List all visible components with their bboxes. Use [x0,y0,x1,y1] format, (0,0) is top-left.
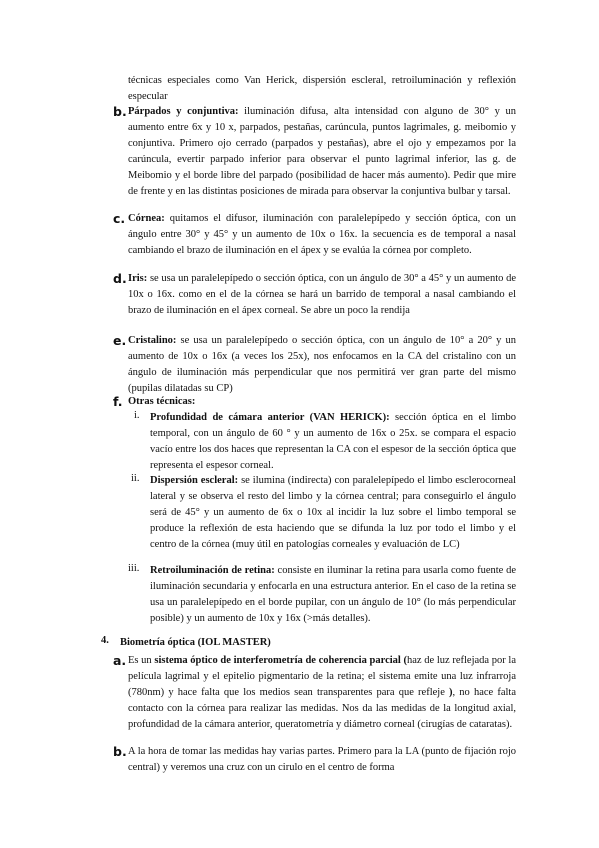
subitem-retroiluminacion [150,563,516,627]
section4-item-medidas [128,744,516,776]
item-marker-b: b. [113,104,127,119]
subitem-title: Retroiluminación de retina: [150,565,275,576]
item-bold: sistema óptico de interferometría de coherencia parcial ( [154,655,407,666]
item-cristalino [128,333,516,397]
intro-paragraph [128,73,516,105]
item-title: Iris: [128,273,148,284]
subitem-title: Profundidad de cámara anterior (VAN HERICK): [150,412,390,423]
subitem-marker-iii: iii. [128,563,140,574]
intro-text: técnicas especiales como Van Herick, dispersión escleral, retroiluminación y reflexión especular [128,75,516,102]
section-4-title: Biometría óptica (IOL MASTER) [120,637,271,648]
item-otras-tecnicas [128,394,516,410]
item-text: se usa un paralelepípedo o sección óptica, con un ángulo de 30° a 45° y un aumento de 10x o 16x. como en el de la córnea se hará un barrido de temporal a nasal cambiando el brazo de iluminación en el ápex corneal. Se abre un poco la rendija [128,273,516,316]
subitem-van-herick [150,410,516,474]
subitem-text: se ilumina (indirecta) con paralelepípedo el limbo esclerocorneal lateral y se observa el resto del limbo y la córnea central; para conseguirlo el ángulo será de 45° y un aumento de 6x o 10x al incidir la luz sobre el limbo temporal se produce la reflexión de esta haciendo que se difunda la luz por todo el limbo y el centro de la córnea (muy útil en patologías corneales y evaluación de LC) [150,475,516,550]
section4-marker-a: a. [113,653,127,668]
item-cornea [128,211,516,259]
item-title: Córnea: [128,213,165,224]
item-title: Párpados y conjuntiva: [128,106,239,117]
item-marker-e: e. [113,333,127,348]
subitem-dispersion-escleral [150,473,516,553]
item-parpados [128,104,516,200]
item-post: , no hace falta contacto con la córnea para realizar las medidas. Nos da las medidas de la longitud axial, profundidad de la cámara anterior, queratometría y diámetro corneal (cirugías de cataratas). [128,687,516,730]
subitem-text: consiste en iluminar la retina para usarla como fuente de iluminación secundaria y enfocarla en una estructura anterior. En el caso de la retina se usa un paralelepípedo en el borde pupilar, con un ángulo de 10° (lo más perpendicular posible) y un aumento de 10x y 16x (>más detalles). [150,565,517,624]
item-title: Cristalino: [128,335,177,346]
item-text: quitamos el difusor, iluminación con paralelepípedo y sección óptica, con un ángulo entre 30° y 45° y un aumento de 10x o 16x. la secuencia es de temporal a nasal cambiando el brazo de iluminación en el ápex y se evalúa la córnea por completo. [128,213,516,256]
item-marker-d: d. [113,271,127,286]
section4-item-interferometria [128,653,516,733]
item-bold2: ) [449,687,453,698]
item-text: iluminación difusa, alta intensidad con alguno de 30° y un aumento entre 6x y 10 x, parpados, pestañas, carúncula, puntos lagrimales, g. meibomio y conjuntiva. Primero ojo cerrado (parpados y pestañas), abre el ojo y empezamos por la carúncula, evertir parpado inferior para observar el punto lagrimal inferior, las g. de Meibomio y el borde libre del parpado (posibilidad de hacer más aumento). Pedir que mire de frente y en las distintas posiciones de mirada para observar la conjuntiva bulbar y tarsal. [128,106,516,197]
item-mid: haz de luz reflejada por la película lagrimal y el epitelio pigmentario de la retina; el sistema emite una luz infrarroja (780nm) y hace falta que los medios sean transparentes para que refleje [128,655,517,698]
item-text: se usa un paralelepípedo o sección óptica, con un ángulo de 10° a 20° y un aumento de 10x o 16x (a veces los 25x), nos enfocamos en la CA del cristalino con un ángulo de iluminación más perpendicular que nos permitirá ver gran parte del mismo (pupilas dilatadas su CP) [128,335,516,394]
subitem-marker-ii: ii. [131,473,140,484]
subitem-title: Dispersión escleral: [150,475,239,486]
item-marker-c: c. [113,211,126,226]
item-pre: A la hora de tomar las medidas hay varias partes. Primero para la LA (punto de fijación rojo central) y veremos una cruz con un cirulo en el centro de forma [128,746,516,773]
section4-marker-b: b. [113,744,127,759]
item-title: Otras técnicas: [128,396,196,407]
item-marker-f: f. [113,394,123,409]
item-pre: Es un [128,655,155,666]
item-iris [128,271,516,319]
subitem-text: sección óptica en el limbo temporal, con un ángulo de 60 ° y un aumento de 16x o 25x. se compara el espacio vacío entre los dos haces que representan la CA con el espesor de la sección óptica que representa el espesor corneal. [150,412,516,471]
section-4-number: 4. [101,635,109,646]
subitem-marker-i: i. [134,410,140,421]
